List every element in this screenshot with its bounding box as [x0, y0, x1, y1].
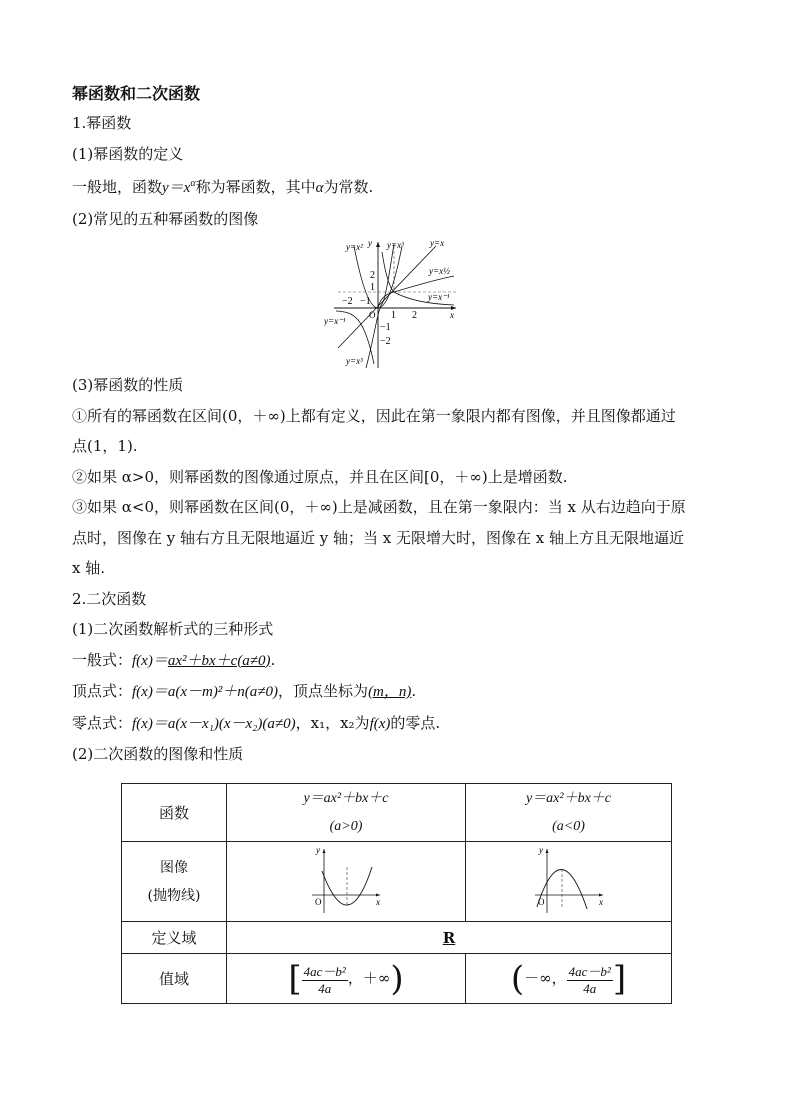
neg-x-label: x [598, 896, 603, 907]
pos-y-label: y [316, 844, 320, 855]
neg-origin: O [537, 896, 544, 907]
prop3-line1: ③如果 α<0，则幂函数在区间(0，＋∞)上是减函数，且在第一象限内：当 x 从右边趋向于原 [72, 498, 686, 516]
general-rhs: ax²＋bx＋c(a≠0) [167, 652, 271, 669]
prop2: ②如果 α>0，则幂函数的图像通过原点，并且在区间[0，＋∞)上是增函数. [72, 467, 568, 486]
cell-range-neg [466, 954, 672, 1004]
power-def-text [72, 169, 722, 204]
axis-x-label: x [450, 310, 454, 320]
vertex-end: . [411, 682, 417, 700]
range-pos-rest: ，＋∞ [347, 968, 391, 987]
label-y-x3-b: y=x³ [346, 356, 363, 366]
table-row-function [122, 784, 672, 842]
zero-expr: f(x)＝a(x－x₁)(x－x₂)(a≠0) [132, 715, 296, 732]
cell-function-neg [466, 784, 672, 842]
pos-origin: O [315, 896, 322, 907]
quadratic-table [121, 783, 672, 1004]
label-y-xinv: y=x⁻¹ [428, 292, 450, 302]
tick-1: 1 [391, 310, 396, 321]
cell-range-pos [227, 954, 466, 1004]
def-text-a: 一般地，函数 [72, 178, 163, 196]
prop1-line2: 点(1，1). [72, 437, 138, 455]
vertex-label: 顶点式： [72, 682, 133, 700]
range-neg-close-bracket: ] [612, 958, 627, 999]
document-page [72, 80, 722, 999]
label-y-xinv-b: y=x⁻¹ [324, 316, 346, 326]
def-alpha: α [315, 180, 324, 196]
cell-domain-value [227, 922, 672, 954]
prop-heading: (3)幂函数的性质 [72, 376, 184, 394]
page-title: 幂函数和二次函数 [72, 84, 201, 103]
zero-end: 的零点. [390, 713, 441, 732]
graph-label-b: (抛物线) [147, 887, 201, 904]
neg-expr: y＝ax²＋bx＋c [525, 790, 612, 806]
pos-x-label: x [376, 896, 380, 907]
vertex-form [72, 676, 722, 708]
table-heading: (2)二次函数的图像和性质 [72, 745, 244, 763]
zero-fx: f(x) [369, 715, 391, 732]
vertex-expr: f(x)＝a(x－m)²＋n(a≠0) [132, 684, 279, 700]
parabola-down-graph [529, 845, 609, 915]
range-neg-open-paren: ( [510, 958, 525, 999]
tick-2: 2 [412, 310, 417, 321]
cell-range-label: 值域 [122, 954, 227, 1004]
tick-minus1: −1 [360, 296, 371, 307]
label-y-x2: y=x² [346, 242, 363, 252]
general-end: . [270, 650, 276, 669]
range-pos-den: 4a [318, 980, 332, 996]
tick-minus2: −2 [342, 296, 353, 307]
cell-graph-label [122, 842, 227, 922]
origin-label: O [369, 310, 376, 320]
range-pos-open-bracket: [ [288, 958, 302, 999]
parabola-up-graph [306, 845, 386, 915]
range-pos-close-paren: ) [390, 958, 404, 999]
neg-y-arrow [545, 849, 548, 853]
general-form [72, 645, 722, 677]
power-def-heading: (1)幂函数的定义 [72, 144, 184, 163]
cell-graph-neg [466, 842, 672, 922]
range-neg-den: 4a [583, 980, 597, 996]
def-expr: y＝x [162, 180, 191, 196]
graph-heading: (2)常见的五种幂函数的图像 [72, 209, 259, 228]
tick-y1: 1 [370, 282, 375, 293]
tick-ym1: −1 [380, 322, 391, 333]
tick-ym2: −2 [380, 336, 391, 347]
power-functions-graph [324, 238, 464, 370]
vertex-mid: ，顶点坐标为 [278, 682, 369, 700]
def-text-c: 为常数. [323, 178, 374, 196]
section2-heading: 2.二次函数 [72, 589, 147, 608]
graph-label-a: 图像 [160, 859, 188, 876]
range-neg-num: 4ac－b² [567, 961, 613, 981]
neg-cond: (a<0) [552, 818, 585, 834]
prop3-line3: x 轴. [72, 559, 105, 577]
neg-y-label: y [538, 844, 543, 855]
label-y-x3: y=x³ [387, 240, 404, 250]
def-text-b: 称为幂函数，其中 [195, 178, 316, 196]
table-row-graph [122, 842, 672, 922]
forms-heading: (1)二次函数解析式的三种形式 [72, 620, 274, 638]
section1-heading: 1.幂函数 [72, 114, 132, 132]
cell-function-label: 函数 [122, 784, 227, 842]
label-y-x: y=x [430, 238, 445, 248]
y-axis-arrow [376, 242, 380, 247]
prop3-line2: 点时，图像在 y 轴右方且无限地逼近 y 轴；当 x 无限增大时，图像在 x 轴上方且无限地逼近 [72, 528, 685, 547]
label-y-xhalf: y=x½ [429, 266, 450, 276]
range-neg-fraction [567, 961, 613, 997]
zero-label: 零点式： [72, 713, 133, 732]
range-pos-num: 4ac－b² [302, 961, 348, 981]
table-row-domain [122, 922, 672, 954]
pos-cond: (a>0) [329, 818, 363, 834]
general-lhs: f(x)＝ [132, 652, 168, 669]
def-exponent: α [190, 178, 196, 189]
range-pos-fraction [302, 961, 348, 997]
vertex-coord: (m，n) [368, 684, 412, 700]
tick-y2: 2 [370, 270, 375, 281]
domain-value: R [442, 928, 456, 947]
general-label: 一般式： [72, 650, 133, 669]
cell-graph-pos [227, 842, 466, 922]
pos-y-arrow [323, 849, 326, 853]
cell-function-pos [227, 784, 466, 842]
cell-domain-label: 定义域 [122, 922, 227, 954]
table-row-range [122, 954, 672, 1004]
axis-y-label: y [368, 238, 372, 248]
zero-form [72, 708, 722, 740]
range-neg-left: －∞， [524, 968, 567, 987]
zero-mid: ，x₁，x₂为 [295, 713, 370, 732]
prop1-line1: ①所有的幂函数在区间(0，＋∞)上都有定义，因此在第一象限内都有图像，并且图像都通过 [72, 406, 676, 425]
pos-expr: y＝ax²＋bx＋c [303, 790, 389, 806]
